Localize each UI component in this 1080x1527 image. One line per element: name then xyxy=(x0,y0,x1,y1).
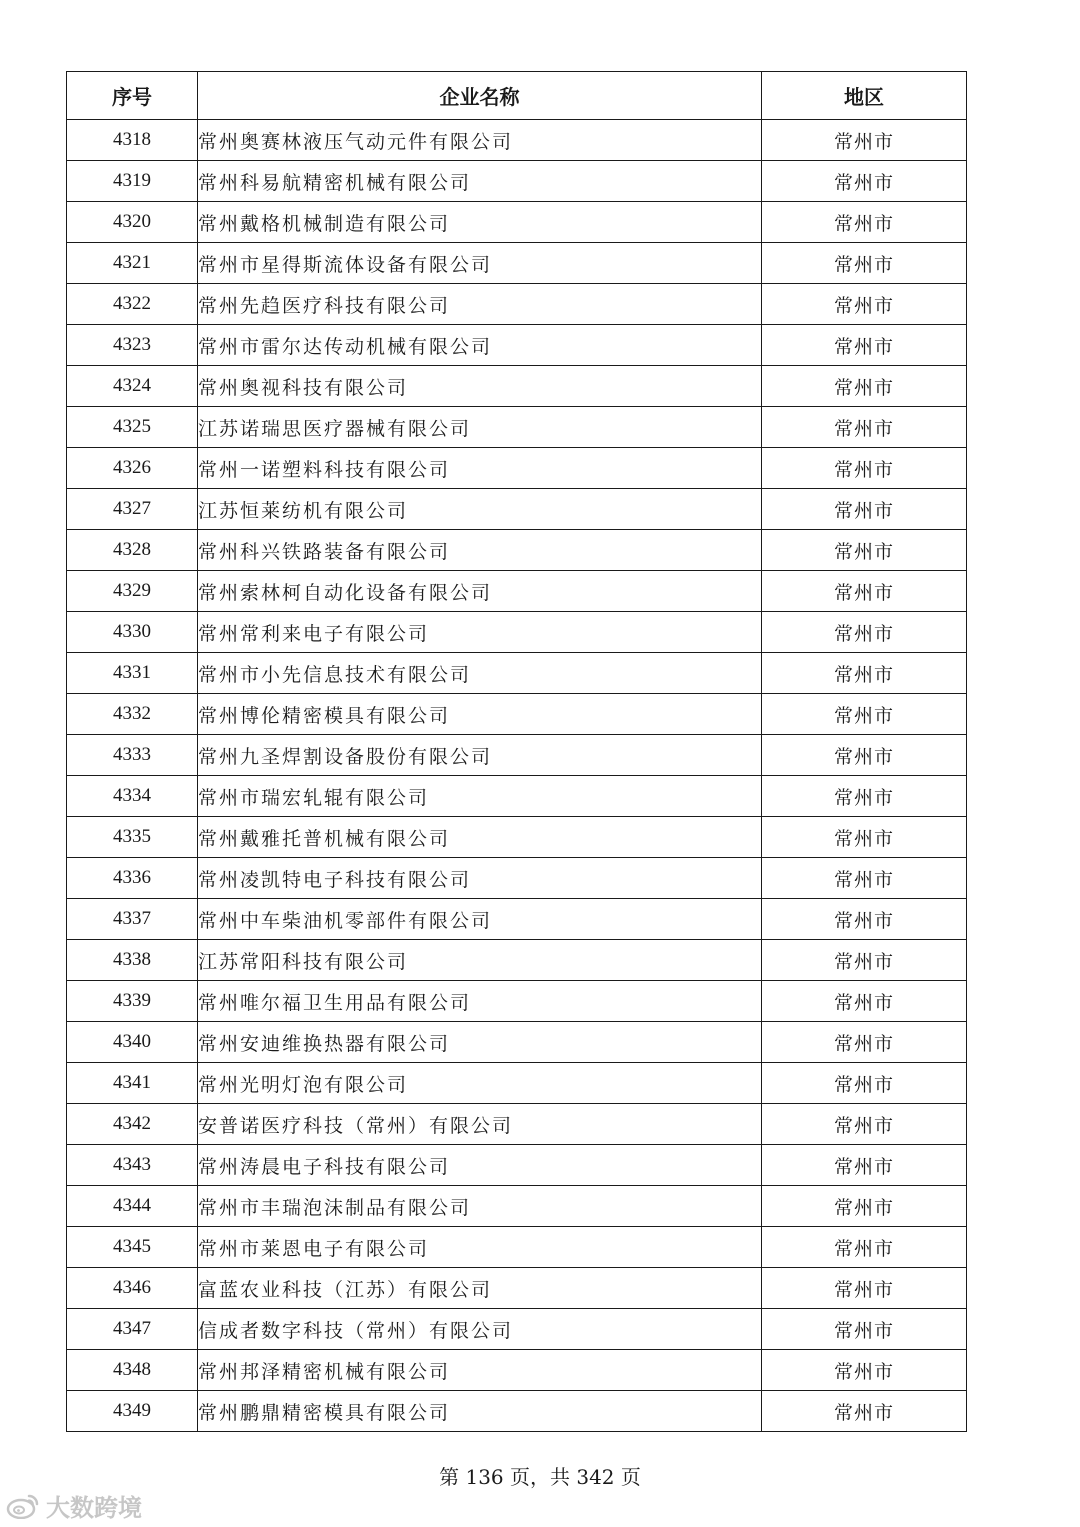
region-cell: 常州市 xyxy=(762,1063,967,1104)
company-name-cell: 常州凌凯特电子科技有限公司 xyxy=(198,858,762,899)
table-row xyxy=(67,735,967,776)
table-row xyxy=(67,1145,967,1186)
table-row xyxy=(67,858,967,899)
company-name-cell: 江苏恒莱纺机有限公司 xyxy=(198,489,762,530)
weibo-logo-icon xyxy=(6,1493,40,1519)
company-name-cell: 常州光明灯泡有限公司 xyxy=(198,1063,762,1104)
region-cell: 常州市 xyxy=(762,1268,967,1309)
table-row xyxy=(67,694,967,735)
serial-number-cell: 4322 xyxy=(67,284,198,325)
table-row xyxy=(67,120,967,161)
table-row xyxy=(67,899,967,940)
table-row xyxy=(67,1350,967,1391)
company-name-cell: 常州戴格机械制造有限公司 xyxy=(198,202,762,243)
table-row xyxy=(67,1309,967,1350)
serial-number-cell: 4329 xyxy=(67,571,198,612)
serial-number-cell: 4320 xyxy=(67,202,198,243)
serial-number-cell: 4319 xyxy=(67,161,198,202)
serial-number-cell: 4337 xyxy=(67,899,198,940)
serial-number-cell: 4342 xyxy=(67,1104,198,1145)
table-row xyxy=(67,284,967,325)
company-name-cell: 常州市雷尔达传动机械有限公司 xyxy=(198,325,762,366)
table-row xyxy=(67,325,967,366)
header-company-name: 企业名称 xyxy=(198,72,762,120)
company-name-cell: 常州常利来电子有限公司 xyxy=(198,612,762,653)
company-name-cell: 常州博伦精密模具有限公司 xyxy=(198,694,762,735)
region-cell: 常州市 xyxy=(762,1350,967,1391)
company-name-cell: 安普诺医疗科技（常州）有限公司 xyxy=(198,1104,762,1145)
table-row xyxy=(67,243,967,284)
company-name-cell: 常州戴雅托普机械有限公司 xyxy=(198,817,762,858)
company-name-cell: 常州一诺塑料科技有限公司 xyxy=(198,448,762,489)
company-name-cell: 常州市丰瑞泡沫制品有限公司 xyxy=(198,1186,762,1227)
region-cell: 常州市 xyxy=(762,940,967,981)
region-cell: 常州市 xyxy=(762,817,967,858)
region-cell: 常州市 xyxy=(762,1022,967,1063)
table-row xyxy=(67,530,967,571)
region-cell: 常州市 xyxy=(762,1186,967,1227)
serial-number-cell: 4347 xyxy=(67,1309,198,1350)
serial-number-cell: 4326 xyxy=(67,448,198,489)
header-serial-number: 序号 xyxy=(67,72,198,120)
region-cell: 常州市 xyxy=(762,1227,967,1268)
table-row xyxy=(67,407,967,448)
table-row xyxy=(67,489,967,530)
table-row xyxy=(67,1227,967,1268)
company-name-cell: 富蓝农业科技（江苏）有限公司 xyxy=(198,1268,762,1309)
serial-number-cell: 4349 xyxy=(67,1391,198,1432)
company-name-cell: 常州唯尔福卫生用品有限公司 xyxy=(198,981,762,1022)
region-cell: 常州市 xyxy=(762,284,967,325)
region-cell: 常州市 xyxy=(762,325,967,366)
serial-number-cell: 4341 xyxy=(67,1063,198,1104)
table-row xyxy=(67,1063,967,1104)
company-name-cell: 常州奥赛林液压气动元件有限公司 xyxy=(198,120,762,161)
serial-number-cell: 4348 xyxy=(67,1350,198,1391)
serial-number-cell: 4321 xyxy=(67,243,198,284)
company-name-cell: 常州奥视科技有限公司 xyxy=(198,366,762,407)
serial-number-cell: 4334 xyxy=(67,776,198,817)
watermark xyxy=(6,1488,142,1523)
serial-number-cell: 4332 xyxy=(67,694,198,735)
table-row xyxy=(67,202,967,243)
serial-number-cell: 4325 xyxy=(67,407,198,448)
region-cell: 常州市 xyxy=(762,694,967,735)
serial-number-cell: 4339 xyxy=(67,981,198,1022)
company-name-cell: 常州科易航精密机械有限公司 xyxy=(198,161,762,202)
region-cell: 常州市 xyxy=(762,1309,967,1350)
serial-number-cell: 4324 xyxy=(67,366,198,407)
company-name-cell: 常州鹏鼎精密模具有限公司 xyxy=(198,1391,762,1432)
company-name-cell: 常州邦泽精密机械有限公司 xyxy=(198,1350,762,1391)
region-cell: 常州市 xyxy=(762,735,967,776)
page-number: 第 136 页，共 342 页 xyxy=(439,1465,641,1489)
serial-number-cell: 4338 xyxy=(67,940,198,981)
serial-number-cell: 4323 xyxy=(67,325,198,366)
region-cell: 常州市 xyxy=(762,448,967,489)
company-name-cell: 江苏常阳科技有限公司 xyxy=(198,940,762,981)
serial-number-cell: 4330 xyxy=(67,612,198,653)
region-cell: 常州市 xyxy=(762,489,967,530)
region-cell: 常州市 xyxy=(762,571,967,612)
region-cell: 常州市 xyxy=(762,1391,967,1432)
region-cell: 常州市 xyxy=(762,366,967,407)
table-row xyxy=(67,571,967,612)
serial-number-cell: 4344 xyxy=(67,1186,198,1227)
table-row xyxy=(67,612,967,653)
serial-number-cell: 4346 xyxy=(67,1268,198,1309)
serial-number-cell: 4331 xyxy=(67,653,198,694)
region-cell: 常州市 xyxy=(762,1104,967,1145)
region-cell: 常州市 xyxy=(762,776,967,817)
region-cell: 常州市 xyxy=(762,612,967,653)
company-name-cell: 江苏诺瑞思医疗器械有限公司 xyxy=(198,407,762,448)
table-row xyxy=(67,1104,967,1145)
table-row xyxy=(67,1022,967,1063)
serial-number-cell: 4340 xyxy=(67,1022,198,1063)
table-body xyxy=(67,120,967,1432)
company-name-cell: 常州市瑞宏轧辊有限公司 xyxy=(198,776,762,817)
table-row xyxy=(67,817,967,858)
company-table xyxy=(66,71,967,1432)
table-row xyxy=(67,1391,967,1432)
table-header-row xyxy=(67,72,967,120)
region-cell: 常州市 xyxy=(762,1145,967,1186)
serial-number-cell: 4335 xyxy=(67,817,198,858)
watermark-text: 大数跨境 xyxy=(46,1494,142,1522)
table-row xyxy=(67,981,967,1022)
serial-number-cell: 4345 xyxy=(67,1227,198,1268)
table-row xyxy=(67,776,967,817)
company-name-cell: 常州市莱恩电子有限公司 xyxy=(198,1227,762,1268)
serial-number-cell: 4318 xyxy=(67,120,198,161)
company-name-cell: 常州涛晨电子科技有限公司 xyxy=(198,1145,762,1186)
serial-number-cell: 4327 xyxy=(67,489,198,530)
region-cell: 常州市 xyxy=(762,120,967,161)
table-row xyxy=(67,161,967,202)
company-name-cell: 信成者数字科技（常州）有限公司 xyxy=(198,1309,762,1350)
company-name-cell: 常州九圣焊割设备股份有限公司 xyxy=(198,735,762,776)
region-cell: 常州市 xyxy=(762,243,967,284)
serial-number-cell: 4343 xyxy=(67,1145,198,1186)
table-row xyxy=(67,1186,967,1227)
serial-number-cell: 4333 xyxy=(67,735,198,776)
company-name-cell: 常州安迪维换热器有限公司 xyxy=(198,1022,762,1063)
company-name-cell: 常州科兴铁路装备有限公司 xyxy=(198,530,762,571)
table-row xyxy=(67,653,967,694)
region-cell: 常州市 xyxy=(762,161,967,202)
company-name-cell: 常州市星得斯流体设备有限公司 xyxy=(198,243,762,284)
company-name-cell: 常州中车柴油机零部件有限公司 xyxy=(198,899,762,940)
serial-number-cell: 4336 xyxy=(67,858,198,899)
region-cell: 常州市 xyxy=(762,858,967,899)
region-cell: 常州市 xyxy=(762,407,967,448)
table-row xyxy=(67,940,967,981)
company-name-cell: 常州先趋医疗科技有限公司 xyxy=(198,284,762,325)
region-cell: 常州市 xyxy=(762,530,967,571)
serial-number-cell: 4328 xyxy=(67,530,198,571)
header-region: 地区 xyxy=(762,72,967,120)
company-name-cell: 常州市小先信息技术有限公司 xyxy=(198,653,762,694)
table-row xyxy=(67,448,967,489)
table-row xyxy=(67,1268,967,1309)
region-cell: 常州市 xyxy=(762,202,967,243)
company-name-cell: 常州索林柯自动化设备有限公司 xyxy=(198,571,762,612)
region-cell: 常州市 xyxy=(762,653,967,694)
region-cell: 常州市 xyxy=(762,899,967,940)
region-cell: 常州市 xyxy=(762,981,967,1022)
table-row xyxy=(67,366,967,407)
